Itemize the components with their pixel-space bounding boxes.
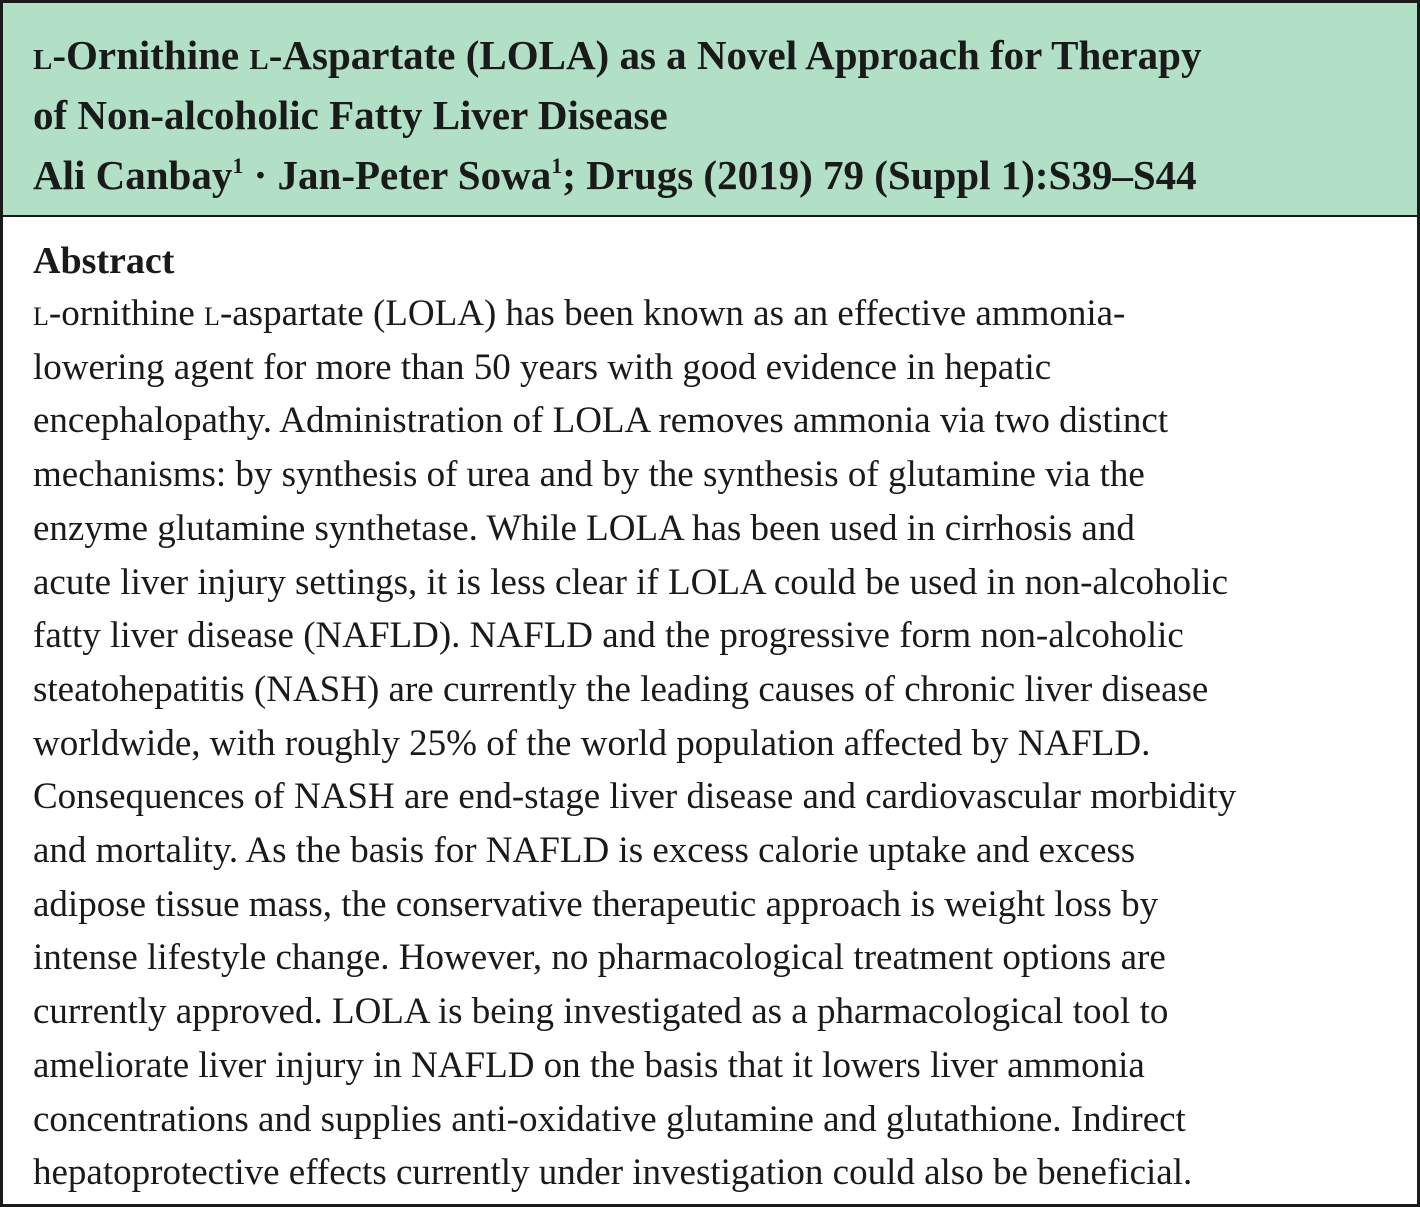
l-prefix: l [249,32,269,78]
title-text: -Aspartate (LOLA) as a Novel Approach for Therapy [268,32,1202,78]
author-name: Ali Canbay [33,152,233,198]
abstract-line: mechanisms: by synthesis of urea and by the synthesis of glutamine via the [33,454,1145,496]
author-name: Jan-Peter Sowa [277,152,552,198]
abstract-line: adipose tissue mass, the conservative therapeutic approach is weight loss by [33,883,1159,925]
journal-citation: ; Drugs (2019) 79 (Suppl 1):S39–S44 [562,152,1197,198]
l-prefix: l [204,293,220,334]
abstract-line: concentrations and supplies anti-oxidative glutamine and glutathione. Indirect [33,1098,1186,1140]
abstract-heading: Abstract [33,240,175,282]
abstract-line: worldwide, with roughly 25% of the world population affected by NAFLD. [33,722,1151,764]
abstract-line: enzyme glutamine synthetase. While LOLA has been used in cirrhosis and [33,507,1135,549]
title-banner [3,3,1417,217]
affiliation-marker: 1 [551,153,563,178]
abstract-text [33,287,1403,1200]
abstract-line: hepatoprotective effects currently under investigation could also be beneficial. [33,1152,1193,1194]
title-line-2: of Non-alcoholic Fatty Liver Disease [33,92,668,138]
abstract-line: intense lifestyle change. However, no pharmacological treatment options are [33,937,1166,979]
abstract-section [33,235,1403,1200]
abstract-line: Consequences of NASH are end-stage liver disease and cardiovascular morbidity [33,776,1237,818]
abstract-line: encephalopathy. Administration of LOLA removes ammonia via two distinct [33,400,1169,442]
title-line-1 [33,25,1417,85]
abstract-line: fatty liver disease (NAFLD). NAFLD and the progressive form non-alcoholic [33,615,1184,657]
abstract-line: steatohepatitis (NASH) are currently the leading causes of chronic liver disease [33,668,1209,710]
author-separator: · [243,152,278,198]
abstract-line: and mortality. As the basis for NAFLD is excess calorie uptake and excess [33,830,1136,872]
abstract-line: currently approved. LOLA is being investigated as a pharmacological tool to [33,991,1169,1033]
l-prefix: l [33,293,49,334]
abstract-line: acute liver injury settings, it is less clear if LOLA could be used in non-alcoholic [33,561,1229,603]
l-prefix: l [33,32,53,78]
title-text: -Ornithine [52,32,250,78]
abstract-line: lowering agent for more than 50 years with good evidence in hepatic [33,346,1052,388]
abstract-line: l-ornithine l-aspartate (LOLA) has been known as an effective ammonia- [33,293,1126,334]
author-citation-line [33,145,1417,205]
affiliation-marker: 1 [232,153,244,178]
abstract-line: ameliorate liver injury in NAFLD on the basis that it lowers liver ammonia [33,1044,1145,1086]
